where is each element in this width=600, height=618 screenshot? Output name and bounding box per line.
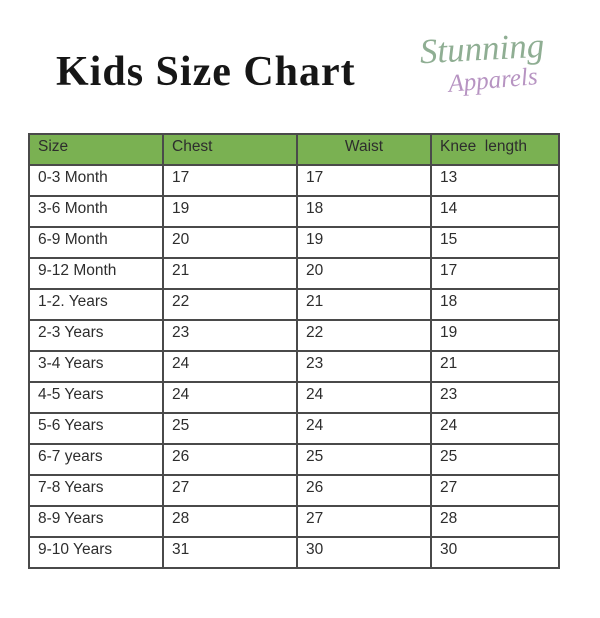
table-cell: 28 [431,506,559,537]
column-header-knee-length: Knee length [431,134,559,165]
table-cell: 20 [297,258,431,289]
table-cell: 5-6 Years [29,413,163,444]
table-cell: 6-7 years [29,444,163,475]
table-row [29,258,559,289]
table-row [29,289,559,320]
table-cell: 1-2. Years [29,289,163,320]
table-cell: 18 [297,196,431,227]
table-cell: 21 [431,351,559,382]
brand-logo-line2: Apparels [447,62,539,98]
column-header-chest: Chest [163,134,297,165]
table-cell: 24 [297,382,431,413]
table-cell: 7-8 Years [29,475,163,506]
table-body [29,165,559,568]
table-cell: 27 [297,506,431,537]
table-row [29,413,559,444]
page-title: Kids Size Chart [56,49,356,95]
table-row [29,537,559,568]
table-cell: 24 [297,413,431,444]
table-cell: 0-3 Month [29,165,163,196]
table-cell: 22 [163,289,297,320]
table-cell: 23 [431,382,559,413]
column-header-size: Size [29,134,163,165]
column-header-waist: Waist [297,134,431,165]
table-cell: 21 [163,258,297,289]
table-cell: 20 [163,227,297,258]
table-cell: 17 [163,165,297,196]
table-cell: 24 [163,382,297,413]
table-cell: 3-4 Years [29,351,163,382]
table-row [29,320,559,351]
table-cell: 6-9 Month [29,227,163,258]
table-cell: 23 [163,320,297,351]
table-cell: 28 [163,506,297,537]
table-cell: 24 [163,351,297,382]
table-row [29,444,559,475]
table-row [29,165,559,196]
table-cell: 22 [297,320,431,351]
table-header-row [29,134,559,165]
table-cell: 27 [431,475,559,506]
table-cell: 17 [297,165,431,196]
table-row [29,475,559,506]
table-row [29,506,559,537]
table-cell: 14 [431,196,559,227]
table-cell: 25 [431,444,559,475]
table-cell: 9-10 Years [29,537,163,568]
table-cell: 26 [163,444,297,475]
table-cell: 19 [297,227,431,258]
table-cell: 23 [297,351,431,382]
table-row [29,196,559,227]
table-cell: 26 [297,475,431,506]
table-cell: 24 [431,413,559,444]
table-row [29,351,559,382]
size-chart-table [28,133,560,569]
table-cell: 25 [163,413,297,444]
table-cell: 2-3 Years [29,320,163,351]
table-cell: 19 [431,320,559,351]
table-cell: 4-5 Years [29,382,163,413]
table-cell: 30 [431,537,559,568]
table-cell: 15 [431,227,559,258]
table-cell: 3-6 Month [29,196,163,227]
table-cell: 31 [163,537,297,568]
table-cell: 27 [163,475,297,506]
table-cell: 25 [297,444,431,475]
table-cell: 18 [431,289,559,320]
table-cell: 17 [431,258,559,289]
table-row [29,382,559,413]
table-cell: 21 [297,289,431,320]
table-cell: 8-9 Years [29,506,163,537]
table-cell: 19 [163,196,297,227]
table-cell: 13 [431,165,559,196]
table-cell: 9-12 Month [29,258,163,289]
brand-logo [398,25,566,98]
table-row [29,227,559,258]
table-cell: 30 [297,537,431,568]
brand-logo-line1: Stunning [418,25,546,72]
